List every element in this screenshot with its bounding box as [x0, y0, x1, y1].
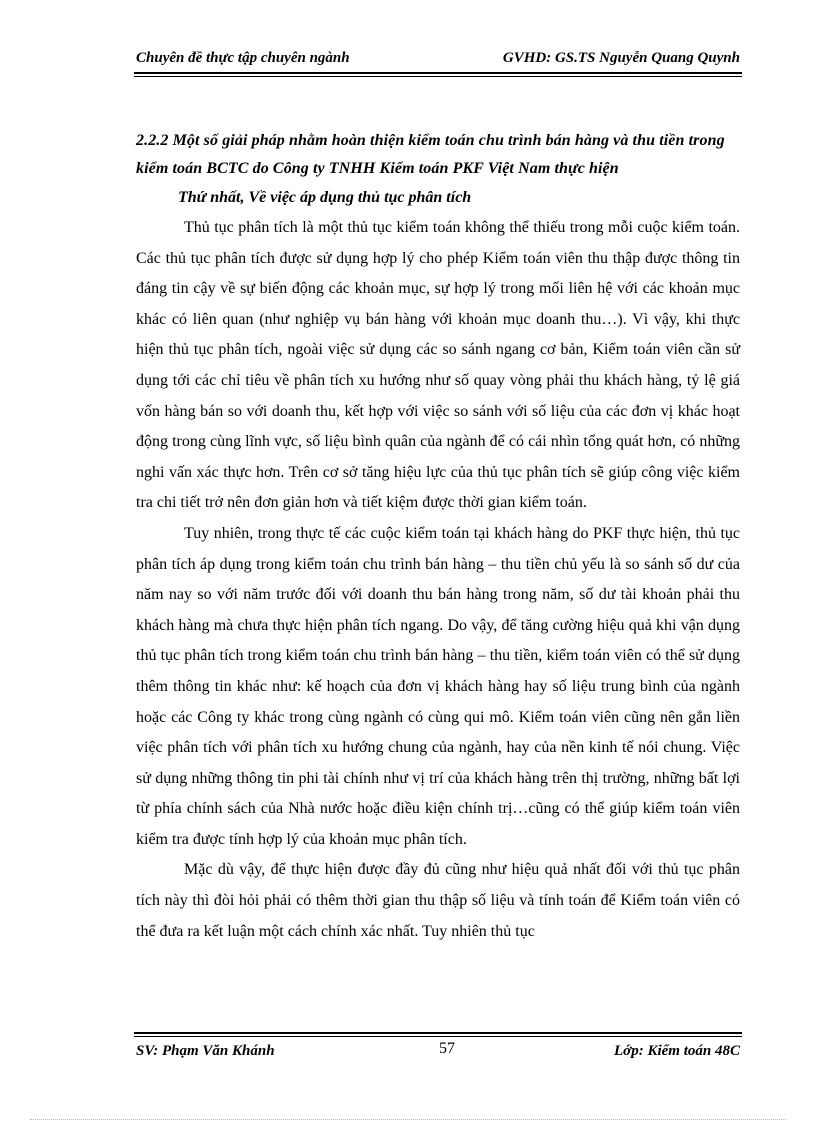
page-number: 57	[439, 1040, 455, 1057]
page-header	[136, 50, 740, 72]
page-body	[136, 127, 740, 947]
footer-divider-thick	[134, 1032, 742, 1034]
body-paragraph: Thủ tục phân tích là một thủ tục kiểm toán không thể thiếu trong mỗi cuộc kiểm toán. Các thủ tục phân tích được sử dụng hợp lý cho phép Kiểm toán viên thu thập được thông tin đáng tin cậy về sự biến động các khoản mục, sự hợp lý trong mối liên hệ với các khoản mục khác có liên quan (như nghiệp vụ bán hàng với khoản mục doanh thu…). Vì vậy, khi thực hiện thủ tục phân tích, ngoài việc sử dụng các so sánh ngang cơ bản, Kiểm toán viên cần sử dụng tới các chỉ tiêu về phân tích xu hướng như số quay vòng phải thu khách hàng, tỷ lệ giá vốn hàng bán so với doanh thu, kết hợp với việc so sánh với số liệu của các đơn vị khác hoạt động trong cùng lĩnh vực, số liệu bình quân của ngành để có cái nhìn tổng quát hơn, có những nghi vấn xác thực hơn. Trên cơ sở tăng hiệu lực của thủ tục phân tích sẽ giúp công việc kiểm tra chi tiết trở nên đơn giản hơn và tiết kiệm được thời gian kiểm toán.	[136, 219, 740, 512]
page-footer	[136, 1040, 740, 1064]
section-subheading: Thứ nhất, Về việc áp dụng thủ tục phân tích	[178, 189, 472, 206]
header-divider-thin	[134, 76, 742, 77]
header-supervisor: GVHD: GS.TS Nguyễn Quang Quynh	[502, 50, 740, 66]
footer-student-name: SV: Phạm Văn Khánh	[136, 1043, 275, 1059]
header-course-title: Chuyên đề thực tập chuyên ngành	[136, 50, 350, 66]
footer-divider-thin	[134, 1036, 742, 1037]
body-paragraph: Tuy nhiên, trong thực tế các cuộc kiểm toán tại khách hàng do PKF thực hiện, thủ tục phân tích áp dụng trong kiểm toán chu trình bán hàng – thu tiền chủ yếu là so sánh số dư của năm nay so với năm trước đối với doanh thu bán hàng trong năm, số dư tài khoản phải thu khách hàng mà chưa thực hiện phân tích ngang. Do vậy, để tăng cường hiệu quả khi vận dụng thủ tục phân tích trong kiểm toán chu trình bán hàng – thu tiền, kiểm toán viên có thể sử dụng thêm thông tin khác như: kế hoạch của đơn vị khách hàng hay số liệu trung bình của ngành hoặc các Công ty khác trong cùng ngành có cùng qui mô. Kiểm toán viên cũng nên gắn liền việc phân tích với phân tích xu hướng chung của ngành, hay của nền kinh tế nói chung. Việc sử dụng những thông tin phi tài chính như vị trí của khách hàng trên thị trường, những bất lợi từ phía chính sách của Nhà nước hoặc điều kiện chính trị…cũng có thể giúp kiểm toán viên kiểm tra được tính hợp lý của khoản mục phân tích.	[136, 524, 740, 848]
footer-class-name: Lớp: Kiểm toán 48C	[614, 1043, 740, 1059]
header-divider-thick	[134, 72, 742, 74]
section-heading: 2.2.2 Một số giải pháp nhằm hoàn thiện kiểm toán chu trình bán hàng và thu tiền trong kiểm toán BCTC do Công ty TNHH Kiểm toán PKF Việt Nam thực hiện	[136, 132, 725, 177]
body-paragraph: Mặc dù vậy, để thực hiện được đầy đủ cũng như hiệu quả nhất đối với thủ tục phân tích này thì đòi hỏi phải có thêm thời gian thu thập số liệu và tính toán để Kiểm toán viên có thể đưa ra kết luận một cách chính xác nhất. Tuy nhiên thủ tục	[136, 861, 740, 940]
page-bottom-dotted-line	[30, 1119, 786, 1120]
